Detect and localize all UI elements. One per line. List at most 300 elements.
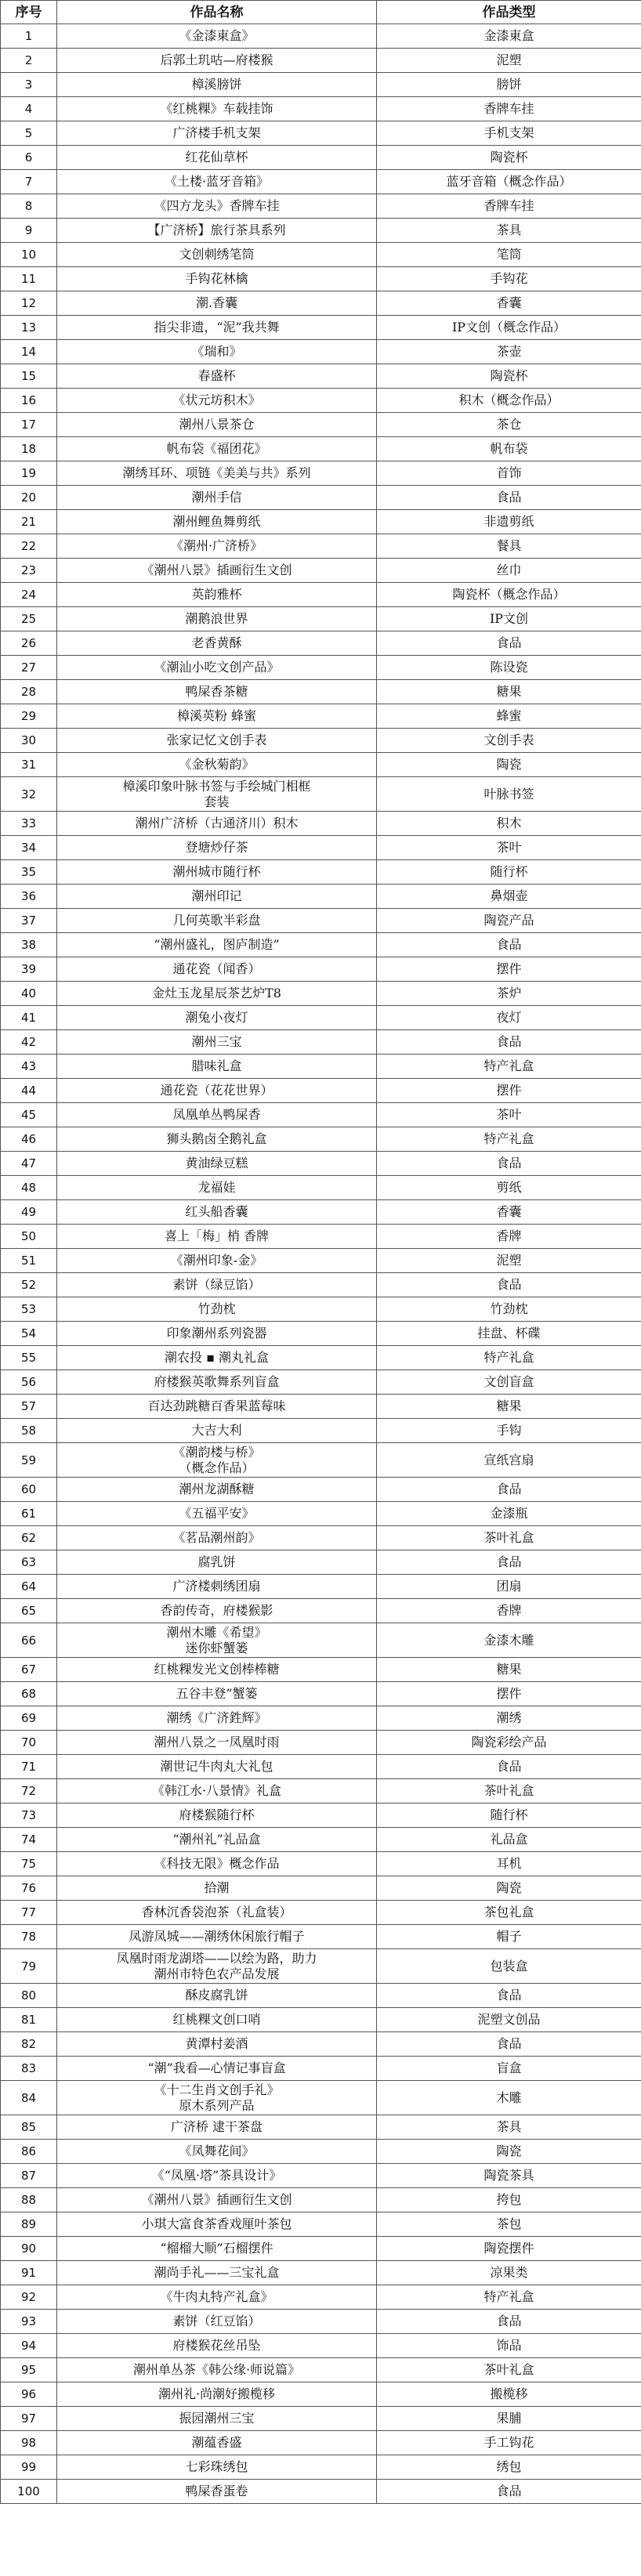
cell-work-name [57, 1755, 377, 1779]
cell-work-name [57, 2140, 377, 2164]
table-row [1, 1419, 641, 1443]
work-name-line: 潮绣《广济鉎辉》 [166, 1710, 267, 1725]
table-row [1, 836, 641, 860]
work-name-line: 文创刺绣笔筒 [179, 247, 255, 262]
cell-serial: 11 [1, 267, 57, 291]
table-row [1, 2188, 641, 2212]
table-row [1, 194, 641, 219]
cell-serial: 71 [1, 1755, 57, 1779]
table-row [1, 1200, 641, 1225]
cell-work-name [57, 753, 377, 777]
cell-serial: 60 [1, 1478, 57, 1502]
work-name-line: 《茗品潮州韵》 [172, 1530, 261, 1545]
cell-work-name [57, 2455, 377, 2480]
table-row [1, 1925, 641, 1949]
cell-work-name [57, 1225, 377, 1249]
table-row [1, 812, 641, 836]
cell-work-type: 泥塑 [377, 1249, 641, 1273]
work-name-line: 《五福平安》 [179, 1506, 255, 1521]
cell-serial: 82 [1, 2032, 57, 2057]
cell-serial: 35 [1, 860, 57, 885]
work-name-line: 《潮州印象-金》 [170, 1253, 263, 1268]
cell-serial: 33 [1, 812, 57, 836]
table-row [1, 2115, 641, 2140]
work-name-line: 竹劲枕 [197, 1301, 236, 1316]
cell-serial: 95 [1, 2358, 57, 2382]
cell-serial: 61 [1, 1502, 57, 1526]
cell-serial: 73 [1, 1804, 57, 1828]
work-name-line: 印象潮州系列瓷器 [166, 1326, 267, 1340]
cell-serial: 77 [1, 1901, 57, 1925]
cell-work-type: 叶脉书签 [377, 777, 641, 812]
cell-work-type: 包装盒 [377, 1949, 641, 1984]
cell-work-name [57, 24, 377, 49]
table-row [1, 1152, 641, 1176]
cell-work-type: 香牌车挂 [377, 97, 641, 121]
cell-work-name [57, 97, 377, 121]
work-name-line: 凤凰单丛鸭屎香 [172, 1107, 261, 1122]
cell-work-name [57, 656, 377, 680]
cell-work-type: 茶叶 [377, 1103, 641, 1127]
table-row [1, 364, 641, 389]
cell-work-type: 摆件 [377, 1079, 641, 1103]
cell-work-type: 陶瓷 [377, 1876, 641, 1901]
work-name-line: 套装 [204, 794, 230, 809]
cell-work-name [57, 1273, 377, 1297]
table-row [1, 316, 641, 340]
cell-work-type: 手工钩花 [377, 2431, 641, 2455]
cell-serial: 3 [1, 73, 57, 97]
cell-serial: 79 [1, 1949, 57, 1984]
cell-serial: 16 [1, 389, 57, 413]
work-name-line: 潮州城市随行杯 [172, 864, 261, 879]
cell-serial: 10 [1, 243, 57, 267]
cell-work-name [57, 267, 377, 291]
table-row [1, 1901, 641, 1925]
cell-work-name [57, 1804, 377, 1828]
cell-work-name [57, 885, 377, 909]
table-row [1, 2431, 641, 2455]
cell-work-type: 特产礼盒 [377, 1346, 641, 1370]
cell-work-type: 食品 [377, 2480, 641, 2504]
cell-work-name [57, 49, 377, 73]
cell-work-name [57, 812, 377, 836]
work-name-line: 黄油绿豆糕 [185, 1156, 248, 1170]
work-name-line: 《潮州八景》插画衍生文创 [141, 563, 292, 577]
cell-work-type: 餐具 [377, 534, 641, 559]
work-name-line: 潮州广济桥（古通济川）积木 [135, 816, 299, 830]
cell-work-name [57, 2261, 377, 2285]
cell-work-type: 茶包 [377, 2212, 641, 2237]
work-name-line: 《牛肉丸特产礼盒》 [160, 2289, 273, 2304]
cell-work-name [57, 1419, 377, 1443]
table-row [1, 1443, 641, 1478]
cell-work-name [57, 1526, 377, 1550]
cell-work-name [57, 413, 377, 437]
cell-serial: 44 [1, 1079, 57, 1103]
work-name-line: “潮州礼”礼品盒 [172, 1832, 261, 1847]
table-row [1, 583, 641, 607]
table-row [1, 291, 641, 316]
work-name-line: 府楼猴英歌舞系列盲盒 [154, 1374, 280, 1389]
cell-work-name [57, 1395, 377, 1419]
cell-work-name [57, 704, 377, 729]
work-name-line: 《状元坊积木》 [172, 393, 261, 407]
header-serial: 序号 [1, 1, 57, 24]
cell-work-type: 积木（概念作品） [377, 389, 641, 413]
cell-work-name [57, 982, 377, 1006]
table-row [1, 1297, 641, 1322]
work-name-line: 后郭土玑咕—府楼猴 [160, 52, 273, 67]
cell-work-type: 茶叶礼盒 [377, 1779, 641, 1804]
cell-work-type: 鼻烟壶 [377, 885, 641, 909]
work-name-line: 《科技无限》概念作品 [154, 1856, 280, 1871]
table-row [1, 340, 641, 364]
work-name-line: 府楼猴随行杯 [179, 1807, 255, 1822]
work-name-line: 原木系列产品 [179, 2097, 255, 2113]
cell-work-type: 挂盘、杯碟 [377, 1322, 641, 1346]
cell-work-type: 茶叶礼盒 [377, 1526, 641, 1550]
cell-work-type: 食品 [377, 2032, 641, 2057]
work-name-line: 手钩花林檎 [185, 271, 248, 286]
cell-serial: 26 [1, 631, 57, 656]
cell-work-name [57, 170, 377, 194]
cell-work-name [57, 1346, 377, 1370]
cell-work-name [57, 2358, 377, 2382]
table-row [1, 1658, 641, 1682]
cell-serial: 20 [1, 486, 57, 510]
cell-work-type: 香囊 [377, 291, 641, 316]
cell-work-type: 手机支架 [377, 121, 641, 146]
cell-work-name [57, 389, 377, 413]
work-name-line: “潮州盛礼，图庐制造” [154, 937, 280, 952]
work-name-line: 潮蕴香盛 [191, 2435, 242, 2450]
work-name-line: 《潮韵楼与桥》 [172, 1444, 261, 1460]
cell-work-name [57, 364, 377, 389]
cell-serial: 72 [1, 1779, 57, 1804]
cell-serial: 93 [1, 2310, 57, 2334]
cell-work-type: 食品 [377, 2310, 641, 2334]
cell-serial: 37 [1, 909, 57, 933]
cell-work-type: 剪纸 [377, 1176, 641, 1200]
cell-serial: 92 [1, 2285, 57, 2310]
work-name-line: 英韵雅杯 [191, 587, 242, 602]
cell-work-name [57, 2407, 377, 2431]
cell-serial: 12 [1, 291, 57, 316]
work-name-line: 《瑞和》 [191, 344, 242, 359]
cell-work-name [57, 1030, 377, 1055]
cell-serial: 13 [1, 316, 57, 340]
cell-work-type: 随行杯 [377, 860, 641, 885]
cell-work-name [57, 1925, 377, 1949]
table-row [1, 121, 641, 146]
cell-serial: 47 [1, 1152, 57, 1176]
work-name-line: 喜上「梅」梢 香牌 [164, 1228, 270, 1243]
table-row [1, 1706, 641, 1731]
cell-serial: 49 [1, 1200, 57, 1225]
table-row [1, 219, 641, 243]
table-row [1, 1682, 641, 1706]
cell-work-name [57, 316, 377, 340]
cell-serial: 59 [1, 1443, 57, 1478]
header-work-type: 作品类型 [377, 1, 641, 24]
cell-serial: 58 [1, 1419, 57, 1443]
cell-serial: 23 [1, 559, 57, 583]
cell-work-type: 香牌 [377, 1599, 641, 1623]
cell-serial: 96 [1, 2382, 57, 2407]
table-row [1, 1370, 641, 1395]
cell-work-name [57, 1200, 377, 1225]
cell-work-name [57, 1103, 377, 1127]
cell-work-name [57, 291, 377, 316]
table-row [1, 729, 641, 753]
cell-work-name [57, 2382, 377, 2407]
work-name-line: 广济桥 逮干茶盘 [170, 2119, 263, 2134]
table-row [1, 1949, 641, 1984]
cell-work-name [57, 583, 377, 607]
cell-serial: 87 [1, 2164, 57, 2188]
cell-work-name [57, 2285, 377, 2310]
work-name-line: 凤游凤城——潮绣休闲旅行帽子 [129, 1929, 305, 1944]
work-name-line: 红花仙草杯 [185, 150, 248, 165]
cell-work-type: 摆件 [377, 1682, 641, 1706]
cell-work-name [57, 1322, 377, 1346]
cell-work-name [57, 1550, 377, 1575]
work-name-line: 红桃粿文创口哨 [172, 2012, 261, 2027]
cell-work-type: 丝巾 [377, 559, 641, 583]
cell-serial: 29 [1, 704, 57, 729]
work-name-line: 《四方龙头》香牌车挂 [154, 198, 280, 213]
cell-work-name [57, 243, 377, 267]
cell-serial: 94 [1, 2334, 57, 2358]
work-name-line: 《凤舞花间》 [179, 2144, 255, 2158]
table-row [1, 1346, 641, 1370]
cell-work-name [57, 2431, 377, 2455]
table-row [1, 631, 641, 656]
table-row [1, 1006, 641, 1030]
work-name-line: 潮州鲤鱼舞剪纸 [172, 514, 261, 529]
table-row [1, 1575, 641, 1599]
work-name-line: 潮农投 ▪ 潮丸礼盒 [164, 1350, 270, 1365]
cell-work-name [57, 1127, 377, 1152]
table-row [1, 1779, 641, 1804]
work-name-line: 潮州礼·尚潮好搬榄移 [158, 2386, 276, 2401]
cell-serial: 84 [1, 2081, 57, 2115]
cell-work-name [57, 1949, 377, 1984]
table-row [1, 1876, 641, 1901]
cell-work-type: 非遗剪纸 [377, 510, 641, 534]
cell-serial: 98 [1, 2431, 57, 2455]
cell-serial: 50 [1, 1225, 57, 1249]
cell-serial: 28 [1, 680, 57, 704]
table-row [1, 957, 641, 982]
cell-work-type: 金漆瓶 [377, 1502, 641, 1526]
cell-work-name [57, 2032, 377, 2057]
table-row [1, 680, 641, 704]
cell-work-name [57, 73, 377, 97]
cell-work-type: IP文创 [377, 607, 641, 631]
table-row [1, 656, 641, 680]
cell-work-name [57, 2057, 377, 2081]
cell-serial: 30 [1, 729, 57, 753]
cell-serial: 85 [1, 2115, 57, 2140]
table-row [1, 753, 641, 777]
table-row [1, 1526, 641, 1550]
cell-serial: 36 [1, 885, 57, 909]
cell-work-type: 竹劲枕 [377, 1297, 641, 1322]
cell-work-type: 香囊 [377, 1200, 641, 1225]
table-row [1, 1804, 641, 1828]
cell-serial: 100 [1, 2480, 57, 2504]
cell-work-name [57, 461, 377, 486]
cell-serial: 76 [1, 1876, 57, 1901]
work-name-line: 香林沉香袋泡茶（礼盒装） [141, 1905, 292, 1919]
table-row [1, 2081, 641, 2115]
table-row [1, 982, 641, 1006]
cell-work-type: 陶瓷茶具 [377, 2164, 641, 2188]
cell-serial: 97 [1, 2407, 57, 2431]
table-row [1, 1055, 641, 1079]
cell-work-name [57, 437, 377, 461]
table-row [1, 49, 641, 73]
cell-work-name [57, 957, 377, 982]
cell-work-type: 手钩 [377, 1419, 641, 1443]
cell-serial: 38 [1, 933, 57, 957]
work-name-line: 《金漆東盒》 [179, 28, 255, 43]
work-name-line: 金灶玉龙星辰茶艺炉T8 [152, 986, 281, 1000]
cell-serial: 75 [1, 1852, 57, 1876]
work-name-line: 潮州八景之一凤凰时雨 [154, 1735, 280, 1749]
work-name-line: 春盛杯 [197, 368, 236, 383]
work-name-line: 《“凤凰·塔”茶具设计》 [151, 2168, 282, 2183]
header-row [1, 1, 641, 24]
cell-work-name [57, 607, 377, 631]
cell-work-type: 文创盲盒 [377, 1370, 641, 1395]
cell-work-type: 夜灯 [377, 1006, 641, 1030]
table-row [1, 243, 641, 267]
cell-work-name [57, 1297, 377, 1322]
cell-work-type: 特产礼盒 [377, 1055, 641, 1079]
table-row [1, 559, 641, 583]
cell-work-name [57, 1984, 377, 2008]
cell-serial: 31 [1, 753, 57, 777]
cell-work-name [57, 1828, 377, 1852]
work-name-line: 拾潮 [204, 1880, 230, 1895]
cell-work-name [57, 1079, 377, 1103]
cell-serial: 55 [1, 1346, 57, 1370]
cell-work-name [57, 1443, 377, 1478]
table-row [1, 461, 641, 486]
cell-work-type: 帽子 [377, 1925, 641, 1949]
cell-work-type: 绣包 [377, 2455, 641, 2480]
work-name-line: 【广济桥】旅行茶具系列 [147, 223, 286, 237]
table-row [1, 1623, 641, 1658]
work-name-line: 张家记忆文创手表 [166, 733, 267, 747]
cell-work-type: 食品 [377, 1984, 641, 2008]
work-name-line: 《潮汕小吃文创产品》 [154, 660, 280, 675]
cell-work-name [57, 1478, 377, 1502]
table-row [1, 860, 641, 885]
cell-serial: 39 [1, 957, 57, 982]
cell-serial: 74 [1, 1828, 57, 1852]
cell-serial: 1 [1, 24, 57, 49]
work-name-line: 腐乳饼 [197, 1554, 236, 1569]
work-name-line: 指尖非遗，“泥”我共舞 [154, 320, 280, 335]
work-name-line: 潮兔小夜灯 [185, 1010, 248, 1025]
cell-work-type: 食品 [377, 486, 641, 510]
work-name-line: 潮州龙湖酥糖 [179, 1482, 255, 1496]
cell-work-name [57, 1502, 377, 1526]
cell-work-name [57, 146, 377, 170]
work-name-line: “榴榴大顺”石榴摆件 [160, 2241, 273, 2256]
cell-work-type: 茶包礼盒 [377, 1901, 641, 1925]
cell-serial: 54 [1, 1322, 57, 1346]
cell-serial: 43 [1, 1055, 57, 1079]
table-row [1, 1984, 641, 2008]
work-name-line: 素饼（红豆馅） [172, 2314, 261, 2328]
cell-work-name [57, 1779, 377, 1804]
work-name-line: 樟溪膀饼 [191, 77, 242, 92]
table-row [1, 2164, 641, 2188]
cell-work-name [57, 559, 377, 583]
cell-work-name [57, 2164, 377, 2188]
cell-serial: 66 [1, 1623, 57, 1658]
cell-serial: 89 [1, 2212, 57, 2237]
cell-serial: 40 [1, 982, 57, 1006]
cell-work-name [57, 1599, 377, 1623]
cell-serial: 21 [1, 510, 57, 534]
cell-serial: 48 [1, 1176, 57, 1200]
cell-work-name [57, 1658, 377, 1682]
cell-work-type: 金漆東盒 [377, 24, 641, 49]
cell-serial: 17 [1, 413, 57, 437]
table-row [1, 97, 641, 121]
cell-serial: 32 [1, 777, 57, 812]
cell-work-type: 挎包 [377, 2188, 641, 2212]
work-name-line: 潮州市特色农产品发展 [154, 1966, 280, 1981]
cell-work-type: 摆件 [377, 957, 641, 982]
table-row [1, 2358, 641, 2382]
work-name-line: 广济楼刺绣团扇 [172, 1579, 261, 1594]
work-name-line: 《土楼·蓝牙音箱》 [164, 174, 270, 189]
table-row [1, 1176, 641, 1200]
cell-work-type: 陶瓷摆件 [377, 2237, 641, 2261]
cell-work-type: 食品 [377, 1030, 641, 1055]
work-name-line: 潮州手信 [191, 490, 242, 505]
table-row [1, 2140, 641, 2164]
work-name-line: 迷你虾蟹篓 [185, 1640, 248, 1655]
cell-work-name [57, 2237, 377, 2261]
cell-work-name [57, 1055, 377, 1079]
cell-serial: 27 [1, 656, 57, 680]
cell-work-name [57, 1623, 377, 1658]
cell-work-name [57, 2081, 377, 2115]
work-name-line: 《红桃粿》车载挂饰 [160, 101, 273, 116]
cell-serial: 62 [1, 1526, 57, 1550]
cell-work-type: 茶仓 [377, 413, 641, 437]
cell-serial: 64 [1, 1575, 57, 1599]
table-row [1, 267, 641, 291]
cell-serial: 34 [1, 836, 57, 860]
table-row [1, 2008, 641, 2032]
work-name-line: 振园潮州三宝 [179, 2411, 255, 2426]
cell-serial: 91 [1, 2261, 57, 2285]
cell-work-name [57, 219, 377, 243]
cell-serial: 53 [1, 1297, 57, 1322]
table-row [1, 2057, 641, 2081]
work-name-line: 狮头鹅卤全鹅礼盒 [166, 1131, 267, 1146]
cell-work-name [57, 1575, 377, 1599]
